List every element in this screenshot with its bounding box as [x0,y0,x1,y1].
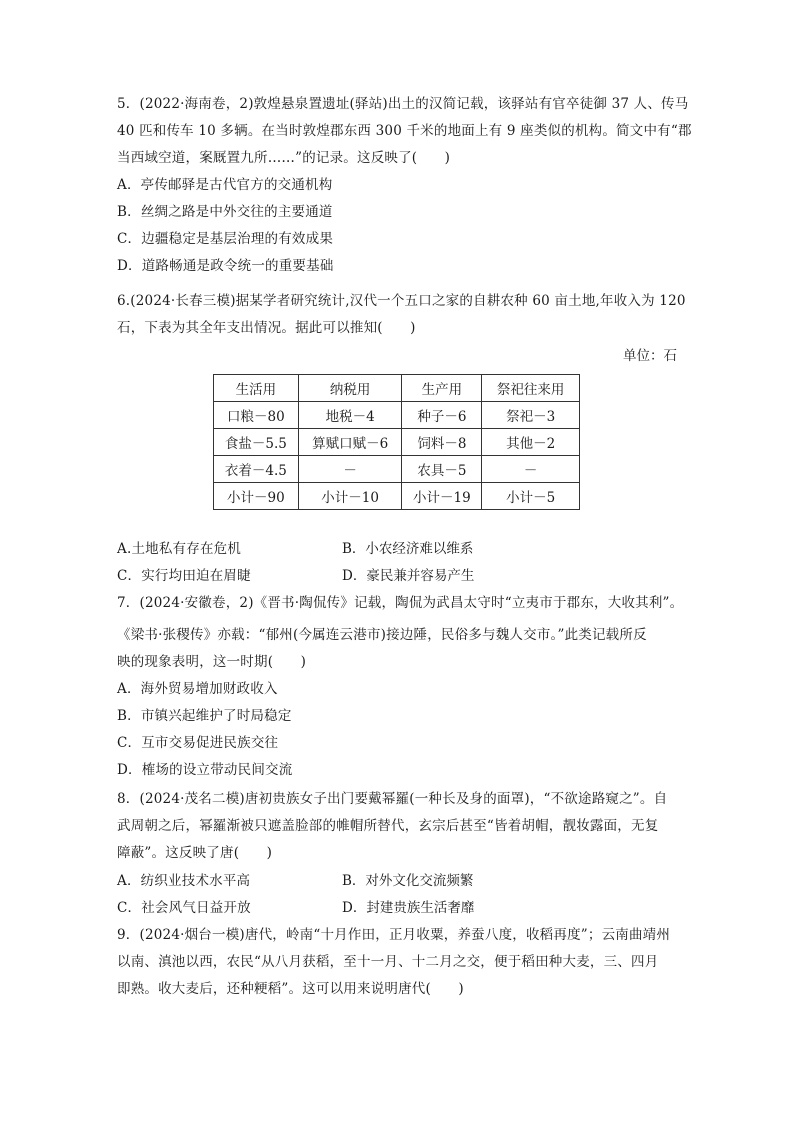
table-row [214,429,580,456]
q7-stem-line-2: 《梁书·张稷传》亦载：“郁州(今属连云港市)接边陲，民俗多与魏人交市。”此类记载所反 [117,627,647,643]
q5-stem-line-2: 40 匹和传车 10 多辆。在当时敦煌郡东西 300 千米的地面上有 9 座类似的机构。简文中有“郡 [117,123,692,139]
table-header-cell: 祭祀往来用 [482,375,580,402]
q5-stem-line-1: 5．(2022·海南卷，2)敦煌悬泉置遗址(驿站)出土的汉简记载，该驿站有官卒徒御 37 人、传马 [117,96,689,112]
q7-stem-line-1: 7．(2024·安徽卷，2)《晋书·陶侃传》记载，陶侃为武昌太守时“立夷市于郡东，大收其利”。 [117,595,684,611]
q6-option-a: A.土地私有存在危机 [117,541,242,557]
q8-stem-line-1: 8．(2024·茂名二模)唐初贵族女子出门要戴幂羅(一种长及身的面罩)，“不欲途路窥之”。自 [117,791,668,807]
q6-stem-line-2: 石，下表为其全年支出情况。据此可以推知( ) [117,320,416,336]
table-cell: 小计－10 [298,483,402,510]
table-cell: 食盐－5.5 [214,429,299,456]
table-cell: 饲料－8 [402,429,482,456]
q7-option-c: C．互市交易促进民族交往 [117,735,279,751]
q7-option-b: B．市镇兴起维护了时局稳定 [117,708,292,724]
q6-option-b: B．小农经济难以维系 [342,541,474,557]
table-cell: 种子－6 [402,402,482,429]
q8-option-c: C．社会风气日益开放 [117,900,251,916]
q8-option-a: A．纺织业技术水平高 [117,873,251,889]
table-header-cell: 生产用 [402,375,482,402]
table-row [214,402,580,429]
q5-option-a: A．亭传邮驿是古代官方的交通机构 [117,177,333,193]
q7-option-a: A．海外贸易增加财政收入 [117,681,278,697]
table-cell: － [298,456,402,483]
table-header-cell: 纳税用 [298,375,402,402]
q8-option-d: D．封建贵族生活奢靡 [342,900,475,916]
table-cell: 农具－5 [402,456,482,483]
table-cell: 口粮－80 [214,402,299,429]
table-cell: 算赋口赋－6 [298,429,402,456]
table-cell: 小计－5 [482,483,580,510]
table-cell: 祭祀－3 [482,402,580,429]
q6-option-c: C．实行均田迫在眉睫 [117,568,251,584]
q5-option-c: C．边疆稳定是基层治理的有效成果 [117,231,334,247]
q5-stem-line-3: 当西域空道，案厩置九所……”的记录。这反映了( ) [117,150,451,166]
table-cell: － [482,456,580,483]
q8-stem-line-2: 武周朝之后，幂羅渐被只遮盖脸部的帷帽所替代，玄宗后甚至“皆着胡帽，靓妆露面，无复 [117,818,659,834]
q6-stem-line-1: 6.(2024·长春三模)据某学者研究统计,汉代一个五口之家的自耕农种 60 亩土地,年收入为 120 [117,293,686,309]
q5-option-b: B．丝绸之路是中外交往的主要通道 [117,204,333,220]
table-cell: 其他－2 [482,429,580,456]
q6-table-unit: 单位：石 [623,348,677,364]
table-cell: 地税－4 [298,402,402,429]
q8-option-b: B．对外文化交流频繁 [342,873,474,889]
q7-option-d: D．榷场的设立带动民间交流 [117,762,293,778]
q8-stem-line-3: 障蔽”。这反映了唐( ) [117,845,273,861]
table-header-cell: 生活用 [214,375,299,402]
q5-option-d: D．道路畅通是政令统一的重要基础 [117,258,334,274]
table-cell: 小计－90 [214,483,299,510]
q9-stem-line-1: 9．(2024·烟台一模)唐代，岭南“十月作田，正月收粟，养蚕八度，收稻再度”；云南曲靖州 [117,927,671,943]
q9-stem-line-3: 即熟。收大麦后，还种粳稻”。这可以用来说明唐代( ) [117,981,464,997]
table-cell: 小计－19 [402,483,482,510]
q7-stem-line-3: 映的现象表明，这一时期( ) [117,654,307,670]
table-row [214,456,580,483]
q6-option-d: D．豪民兼并容易产生 [342,568,475,584]
q6-expense-table [213,374,580,510]
table-cell: 衣着－4.5 [214,456,299,483]
q9-stem-line-2: 以南、滇池以西，农民“从八月获稻，至十一月、十二月之交，便于稻田种大麦，三、四月 [117,954,659,970]
table-header-row [214,375,580,402]
table-row [214,483,580,510]
